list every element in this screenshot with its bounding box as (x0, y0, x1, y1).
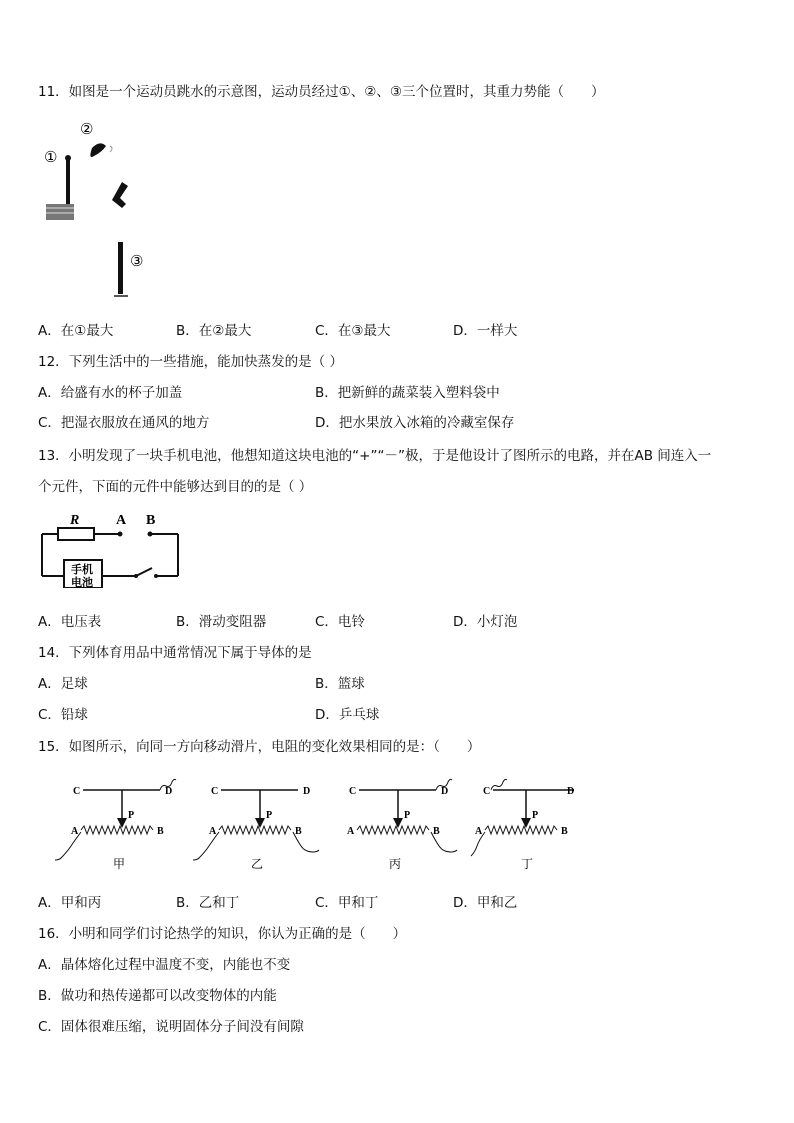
svg-text:P: P (128, 810, 135, 821)
svg-text:C: C (349, 786, 357, 797)
svg-text:P: P (404, 810, 411, 821)
svg-text:D: D (303, 786, 311, 797)
q14-option-c[interactable]: C．铅球 (38, 707, 88, 723)
terminal-a-label: A (116, 513, 127, 528)
q15-rheostat-figures (55, 768, 595, 878)
svg-text:丁: 丁 (521, 857, 534, 871)
q16-option-a[interactable]: A．晶体熔化过程中温度不变，内能也不变 (38, 957, 291, 973)
q16-stem: 16．小明和同学们讨论热学的知识，你认为正确的是（ ） (38, 926, 407, 942)
svg-text:甲: 甲 (113, 857, 126, 871)
svg-text:C: C (211, 786, 219, 797)
q12-option-c[interactable]: C．把湿衣服放在通风的地方 (38, 415, 210, 431)
terminal-b-label: B (146, 513, 156, 528)
q16-option-c[interactable]: C．固体很难压缩，说明固体分子间没有间隙 (38, 1019, 304, 1035)
q13-option-b[interactable]: B．滑动变阻器 (176, 614, 267, 630)
rheostat-figure-ding (471, 779, 574, 871)
q11-option-b[interactable]: B．在②最大 (176, 323, 252, 339)
q13-circuit-diagram (38, 510, 183, 588)
q14-stem: 14．下列体育用品中通常情况下属于导体的是 (38, 645, 312, 661)
svg-text:P: P (532, 810, 539, 821)
q11-option-c[interactable]: C．在③最大 (315, 323, 391, 339)
svg-text:B: B (295, 826, 302, 837)
q15-option-b[interactable]: B．乙和丁 (176, 895, 240, 911)
rheostat-figure-yi (193, 786, 319, 871)
q15-option-d[interactable]: D．甲和乙 (453, 895, 518, 911)
q12-option-b[interactable]: B．把新鲜的蔬菜装入塑料袋中 (315, 385, 500, 401)
q13-option-c[interactable]: C．电铃 (315, 614, 365, 630)
q14-option-d[interactable]: D．乒乓球 (315, 707, 380, 723)
svg-text:A: A (347, 826, 355, 837)
q11-option-d[interactable]: D．一样大 (453, 323, 518, 339)
q14-option-a[interactable]: A．足球 (38, 676, 88, 692)
battery-label-2: 电池 (71, 576, 93, 588)
svg-text:D: D (567, 786, 575, 797)
svg-text:B: B (433, 826, 440, 837)
svg-text:丙: 丙 (389, 857, 402, 871)
svg-text:B: B (561, 826, 568, 837)
svg-text:B: B (157, 826, 164, 837)
svg-text:A: A (71, 826, 79, 837)
svg-text:D: D (441, 786, 449, 797)
svg-text:乙: 乙 (251, 857, 264, 871)
q11-stem: 11．如图是一个运动员跳水的示意图，运动员经过①、②、③三个位置时，其重力势能（ ） (38, 84, 605, 100)
q11-option-a[interactable]: A．在①最大 (38, 323, 114, 339)
q12-option-d[interactable]: D．把水果放入冰箱的冷藏室保存 (315, 415, 515, 431)
label-2: ② (80, 122, 94, 138)
q13-stem-line1: 13．小明发现了一块手机电池，他想知道这块电池的“+”“－”极，于是他设计了图所示的电路，并在AB 间连入一 (38, 448, 712, 464)
q12-option-a[interactable]: A．给盛有水的杯子加盖 (38, 385, 183, 401)
svg-text:A: A (475, 826, 483, 837)
svg-text:C: C (73, 786, 81, 797)
q15-option-a[interactable]: A．甲和丙 (38, 895, 102, 911)
rheostat-figure-bing (347, 779, 457, 871)
q15-option-c[interactable]: C．甲和丁 (315, 895, 379, 911)
q16-option-b[interactable]: B．做功和热传递都可以改变物体的内能 (38, 988, 277, 1004)
battery-label-1: 手机 (71, 563, 93, 576)
label-3: ③ (130, 254, 144, 270)
svg-text:D: D (165, 786, 173, 797)
svg-text:P: P (266, 810, 273, 821)
svg-text:C: C (483, 786, 491, 797)
q11-diving-figure (40, 118, 160, 303)
q12-stem: 12．下列生活中的一些措施，能加快蒸发的是（ ） (38, 354, 343, 370)
resistor-label: R (70, 513, 80, 528)
label-1: ① (44, 150, 58, 166)
q13-stem-line2: 个元件，下面的元件中能够达到目的的是（ ） (38, 479, 313, 495)
q13-option-a[interactable]: A．电压表 (38, 614, 102, 630)
svg-text:A: A (209, 826, 217, 837)
q14-option-b[interactable]: B．篮球 (315, 676, 365, 692)
rheostat-figure-jia (55, 779, 176, 871)
q13-option-d[interactable]: D．小灯泡 (453, 614, 518, 630)
q15-stem: 15．如图所示，向同一方向移动滑片，电阻的变化效果相同的是：（ ） (38, 739, 481, 755)
